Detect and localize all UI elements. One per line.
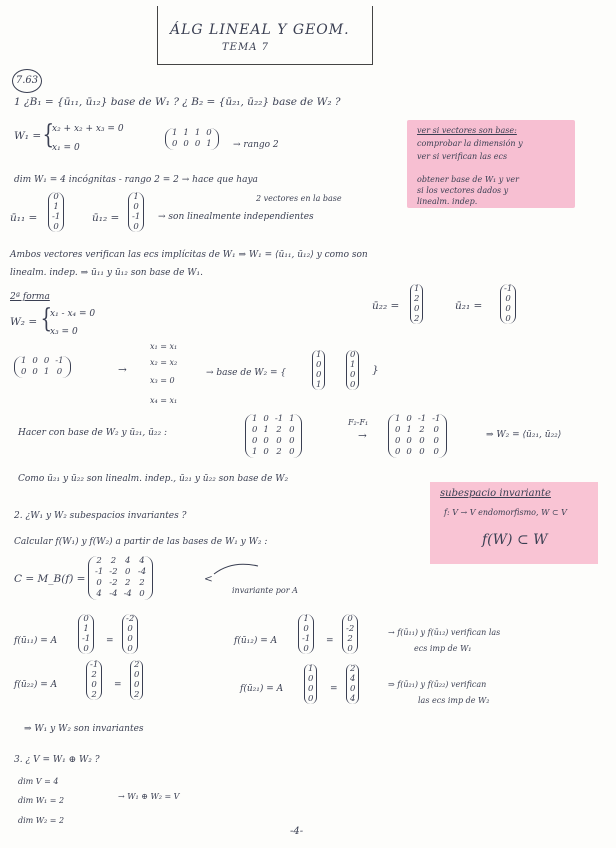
u22-vector: 1 2 0 2 (410, 284, 423, 324)
note1-line-7: linealm. indep. (417, 197, 478, 206)
title-line-1: ÁLG LINEAL Y GEOM. (170, 22, 350, 38)
w1-matrix: 1 1 1 0 0 0 0 1 (165, 128, 219, 150)
param-arrow: → (118, 364, 127, 376)
note1-line-6: si los vectores dados y (417, 186, 509, 195)
f-u12-out: 0 -2 2 0 (342, 614, 358, 654)
w1-eq-1: x₂ + x₂ + x₃ = 0 (52, 124, 124, 134)
note2-title: subespacio invariante (440, 488, 551, 499)
f-u11: f(ū₁₁) = A (14, 636, 58, 646)
curved-arrow-icon (212, 560, 262, 582)
eq-sign-1: = (106, 636, 114, 646)
f-u11-out: -2 0 0 0 (122, 614, 138, 654)
f-u22: f(ū₂₂) = A (14, 680, 58, 690)
w1-eq-2: x₁ = 0 (52, 143, 80, 153)
base-w2: → base de W₂ = { (206, 368, 287, 378)
calc-line: Calcular f(W₁) y f(W₂) a partir de las bases de W₁ y W₂ : (14, 537, 268, 547)
w1-label: W₁ = (14, 130, 42, 142)
w1-brace: { (42, 120, 55, 150)
f-u22-in: -1 2 0 2 (86, 660, 102, 700)
c-note: invariante por A (232, 586, 298, 595)
note1-line-3: ver si verifican las ecs (417, 152, 508, 161)
big-matrix-2: 1 0 -1 -1 0 1 2 0 0 0 0 0 0 0 0 0 (388, 414, 447, 458)
note2-formula: f(W) ⊂ W (482, 532, 548, 548)
f-u21-in: 1 0 0 0 (304, 664, 317, 704)
f-u21: f(ū₂₁) = A (240, 684, 284, 694)
w2-brace: { (40, 304, 53, 334)
u11-vector: 0 1 -1 0 (48, 192, 64, 232)
c-label: C = M_B(f) = (14, 573, 86, 585)
eq-sign-2: = (326, 636, 334, 646)
conclusion: ⇒ W₁ y W₂ son invariantes (24, 724, 144, 734)
f-u22-out: 2 0 0 2 (130, 660, 143, 700)
param-2: x₂ = x₂ (150, 358, 178, 367)
param-4: x₄ = x₁ (150, 396, 178, 405)
w2-label: W₂ = (10, 316, 38, 328)
c-arrow: < (204, 573, 213, 585)
both-line-1: Ambos vectores verifican las ecs implícitas de W₁ ⇒ W₁ = ⟨ū₁₁, ū₁₂⟩ y como son (10, 250, 368, 260)
w2-matrix: 1 0 0 -1 0 0 1 0 (14, 356, 71, 378)
title-box (157, 6, 373, 65)
base-vec-1: 1 0 0 1 (312, 350, 325, 390)
c-matrix: 2 2 4 4 -1 -2 0 -4 0 -2 2 2 4 -4 -4 0 (88, 556, 153, 600)
eq-sign-4: = (330, 684, 338, 694)
exercise-number: 7.63 (12, 69, 42, 93)
f-u21-out: 2 4 0 4 (346, 664, 359, 704)
base-close: } (372, 364, 379, 376)
verif-2: ecs imp de W₁ (414, 644, 472, 653)
question-3: 3. ¿ V = W₁ ⊕ W₂ ? (14, 755, 100, 765)
note-base-check (407, 120, 575, 208)
f-u12: f(ū₁₂) = A (234, 636, 278, 646)
forma-2: 2ª forma (10, 292, 50, 302)
dim-line: dim W₁ = 4 incógnitas - rango 2 = 2 → hace que haya (14, 175, 258, 185)
w2-gen: ⇒ W₂ = ⟨ū₂₁, ū₂₂⟩ (486, 430, 562, 440)
u21-vector: -1 0 0 0 (500, 284, 516, 324)
note2-sub: f: V → V endomorfismo, W ⊂ V (444, 508, 567, 517)
verif-1: → f(ū₁₁) y f(ū₁₂) verifican las (388, 628, 501, 637)
note1-line-2: comprobar la dimensión y (417, 139, 523, 148)
page-number: -4- (290, 826, 304, 837)
u11-label: ū₁₁ = (10, 212, 38, 224)
f-u11-in: 0 1 -1 0 (78, 614, 94, 654)
u21-label: ū₂₁ = (455, 300, 483, 312)
note1-line-5: obtener base de W₁ y ver (417, 175, 519, 184)
w2-eq-2: x₃ = 0 (50, 327, 78, 337)
li-text: → son linealmente independientes (158, 212, 314, 222)
f-op: F₂-F₁ (348, 418, 369, 427)
como-line: Como ū₂₁ y ū₂₂ son linealm. indep., ū₂₁ y ū₂₂ son base de W₂ (18, 474, 289, 484)
param-3: x₃ = 0 (150, 376, 175, 385)
note-invariant-subspace (430, 482, 598, 564)
f-u12-in: 1 0 -1 0 (298, 614, 314, 654)
dim-v: dim V = 4 (18, 777, 59, 786)
dim-w1: dim W₁ = 2 (18, 796, 65, 805)
direct-sum: → W₁ ⊕ W₂ = V (118, 792, 180, 801)
dim-w2: dim W₂ = 2 (18, 816, 65, 825)
question-2: 2. ¿W₁ y W₂ subespacios invariantes ? (14, 511, 187, 521)
rango-text: → rango 2 (233, 140, 279, 150)
title-line-2: TEMA 7 (222, 42, 269, 53)
u22-label: ū₂₂ = (372, 300, 400, 312)
param-1: x₁ = x₁ (150, 342, 178, 351)
eq-sign-3: = (114, 680, 122, 690)
verif-4: las ecs imp de W₂ (418, 696, 490, 705)
verif-3: ⇒ f(ū₂₁) y f(ū₂₂) verifican (388, 680, 487, 689)
big-matrix-1: 1 0 -1 1 0 1 2 0 0 0 0 0 1 0 2 0 (245, 414, 302, 458)
u12-vector: 1 0 -1 0 (128, 192, 144, 232)
question-1: 1 ¿B₁ = {ū₁₁, ū₁₂} base de W₁ ? ¿ B₂ = {ū₂₁, ū₂₂} base de W₂ ? (14, 96, 341, 108)
base-vec-2: 0 1 0 0 (346, 350, 359, 390)
op-arrow: → (358, 430, 367, 442)
hacer-line: Hacer con base de W₂ y ū₂₁, ū₂₂ : (18, 428, 168, 438)
dim-line-2: 2 vectores en la base (256, 194, 342, 203)
note1-line-1: ver si vectores son base: (417, 126, 517, 135)
w2-eq-1: x₁ - x₄ = 0 (50, 309, 96, 319)
both-line-2: linealm. indep. ⇒ ū₁₁ y ū₁₂ son base de W₁. (10, 268, 204, 278)
u12-label: ū₁₂ = (92, 212, 120, 224)
